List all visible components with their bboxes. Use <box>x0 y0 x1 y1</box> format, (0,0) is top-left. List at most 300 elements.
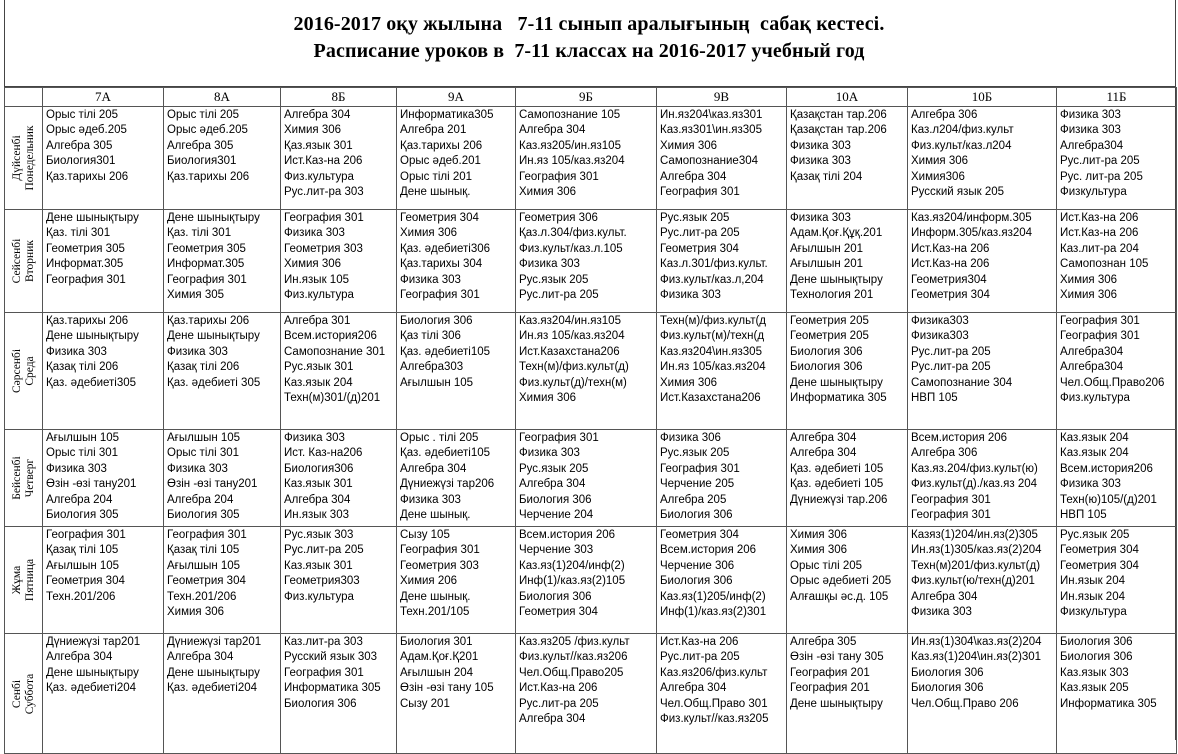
schedule-cell <box>397 430 516 527</box>
lesson-entry: Каз.язык 303 <box>1060 666 1129 679</box>
lesson-entry: Биология 306 <box>400 315 473 327</box>
schedule-cell <box>908 527 1057 634</box>
lesson-entry: Ист.Казахстана206 <box>660 391 761 404</box>
day-label-cell <box>5 527 43 634</box>
day-name-kazakh: Сейсенбі <box>10 238 23 284</box>
lesson-entry: Каз.язык 301 <box>284 559 353 572</box>
day-name-kazakh: Дүйсенбі <box>10 135 23 181</box>
lesson-entry: Өзін -өзі тану 305 <box>790 651 884 664</box>
lesson-entry: Химия 306 <box>400 227 458 240</box>
lesson-entry: Инф(1)/каз.яз(2)301 <box>660 605 767 618</box>
schedule-cell <box>281 210 397 313</box>
lesson-entry: Геометрия 305 <box>167 242 246 255</box>
lesson-entry: Қаз. әдебиеті306 <box>400 242 491 255</box>
schedule-cell <box>397 107 516 210</box>
lesson-entry: Чел.Общ.Право206 <box>1060 376 1165 389</box>
lesson-entry: Геометрия 304 <box>1060 559 1139 572</box>
lesson-entry: Дене шынық. <box>400 185 471 198</box>
schedule-cell <box>516 210 657 313</box>
day-name-kazakh: Жұма <box>10 565 23 595</box>
lesson-entry: Каз.л204/физ.культ <box>911 124 1014 137</box>
lesson-entry: Геометрия 304 <box>1060 544 1139 557</box>
schedule-cell <box>164 527 281 634</box>
lesson-entry: География 301 <box>519 432 599 444</box>
lesson-entry: Ин.яз 105/каз.яз204 <box>519 155 625 168</box>
lesson-entry: Химия 306 <box>660 376 718 389</box>
day-name-kazakh: Сенбі <box>10 679 23 708</box>
schedule-cell <box>281 313 397 430</box>
lesson-entry: Қаз.язык 301 <box>284 139 353 152</box>
lesson-entry: Физика 303 <box>284 227 345 240</box>
lesson-entry: География 301 <box>660 185 740 198</box>
lesson-entry: Қазақстан тар.206 <box>790 124 887 137</box>
lesson-entry: Дене шынықтыру <box>167 330 260 343</box>
lesson-entry: Рус.язык 205 <box>1060 529 1130 541</box>
lesson-entry: Қаз. әдебиеті305 <box>46 376 137 389</box>
lesson-entry: Қаз.тарихы 206 <box>167 315 250 327</box>
lesson-entry: Геометрия 304 <box>519 605 598 618</box>
lesson-entry: Адам.Қоғ.Құқ.201 <box>790 227 883 240</box>
day-row <box>5 210 1177 313</box>
lesson-entry: Алгебра 306 <box>911 109 978 121</box>
lesson-entry: Алгебра 306 <box>911 447 978 460</box>
lesson-entry: Химия 306 <box>167 605 225 618</box>
lesson-entry: Физика 303 <box>400 273 461 286</box>
lesson-entry: Қаз. әдебиеті 105 <box>790 478 884 491</box>
lesson-entry: Геометрия 205 <box>790 330 869 343</box>
lesson-entry: Техн.201/105 <box>400 605 470 618</box>
lesson-entry: Қазақ тілі 105 <box>167 544 240 557</box>
lesson-entry: Орыс . тілі 205 <box>400 432 479 444</box>
schedule-cell <box>43 430 164 527</box>
lesson-entry: Алгебра 305 <box>167 139 234 152</box>
lesson-entry: Орыс тілі 205 <box>790 559 863 572</box>
lesson-entry: Геометрия 304 <box>167 575 246 588</box>
lesson-entry: Ағылшын 105 <box>46 432 120 444</box>
schedule-cell <box>1057 527 1177 634</box>
lesson-entry: Информатика 305 <box>284 682 381 695</box>
schedule-cell <box>43 527 164 634</box>
lesson-entry: Сызу 105 <box>400 529 450 541</box>
lesson-entry: Физика 303 <box>519 447 580 460</box>
lesson-entry: Орыс тілі 301 <box>167 447 240 460</box>
day-label <box>11 456 37 499</box>
lesson-entry: География 301 <box>46 273 126 286</box>
lesson-entry: Орыс тілі 205 <box>167 109 240 121</box>
lesson-entry: Рус.язык 303 <box>284 529 354 541</box>
lesson-entry: География 301 <box>911 493 991 506</box>
schedule-cell <box>516 313 657 430</box>
day-label-cell <box>5 210 43 313</box>
lesson-entry: Чел.Общ.Право 206 <box>911 697 1019 710</box>
lesson-entry: Физика 303 <box>790 155 851 168</box>
lesson-entry: Химия 306 <box>519 185 577 198</box>
schedule-cell <box>657 634 787 754</box>
lesson-entry: Рус.лит-ра 205 <box>1060 155 1140 168</box>
schedule-cell <box>657 430 787 527</box>
lesson-entry: Химия 306 <box>1060 288 1118 301</box>
lesson-entry: Физ.культ//каз.яз206 <box>519 651 628 664</box>
lesson-entry: Алгебра304 <box>1060 361 1124 374</box>
day-label-cell <box>5 313 43 430</box>
lesson-entry: Биология 306 <box>911 666 984 679</box>
lesson-entry: Биология 305 <box>167 508 240 521</box>
lesson-entry: Ағылшын 105 <box>167 559 241 572</box>
title-kazakh: 2016-2017 оқу жылына 7-11 сынып аралығының сабақ кестесі. <box>293 13 885 35</box>
day-row <box>5 527 1177 634</box>
lesson-entry: Рус.лит-ра 303 <box>284 185 364 198</box>
day-name-kazakh: Сәрсенбі <box>10 348 23 394</box>
lesson-entry: Инф(1)/каз.яз(2)105 <box>519 575 626 588</box>
schedule-cell <box>43 634 164 754</box>
lesson-entry: Рус.язык 205 <box>519 273 589 286</box>
day-name-kazakh: Бейсенбі <box>10 456 23 500</box>
lesson-entry: Сызу 201 <box>400 697 450 710</box>
lesson-entry: Каз.яз301\ин.яз305 <box>660 124 762 137</box>
lesson-entry: Орыс тілі 205 <box>46 109 119 121</box>
lesson-entry: Ағылшын 201 <box>790 242 864 255</box>
class-header: 11Б <box>1057 88 1177 107</box>
lesson-entry: Информатика 305 <box>1060 697 1157 710</box>
lesson-entry: Ин.язык 105 <box>284 273 349 286</box>
schedule-table <box>4 87 1177 754</box>
lesson-entry: Физика 303 <box>911 605 972 618</box>
lesson-entry: Ағылшын 105 <box>167 432 241 444</box>
lesson-entry: Черчение 205 <box>660 478 735 491</box>
lesson-entry: Геометрия 304 <box>911 288 990 301</box>
lesson-entry: Алгебра303 <box>400 361 464 374</box>
day-label <box>11 673 37 714</box>
lesson-entry: География 301 <box>167 529 247 541</box>
lesson-entry: Физ.культ(д)./каз.яз 204 <box>911 478 1038 491</box>
lesson-entry: Ағылшын 201 <box>790 258 864 271</box>
lesson-entry: Рус. лит-ра 205 <box>1060 170 1143 183</box>
lesson-entry: Алгебра 301 <box>284 315 351 327</box>
lesson-entry: Орыс әдеб.201 <box>400 155 481 168</box>
class-header: 9Б <box>516 88 657 107</box>
schedule-cell <box>43 210 164 313</box>
day-name-russian: Пятница <box>23 558 36 602</box>
lesson-entry: Техн(м)/физ.культ(д <box>660 315 767 327</box>
lesson-entry: Ист.Казахстана206 <box>519 345 620 358</box>
lesson-entry: Ағылшын 204 <box>400 666 474 679</box>
lesson-entry: Физика 303 <box>1060 109 1121 121</box>
lesson-entry: Рус.лит-ра 205 <box>519 288 599 301</box>
schedule-cell <box>908 107 1057 210</box>
day-label <box>11 239 37 284</box>
schedule-cell <box>164 313 281 430</box>
schedule-cell <box>397 313 516 430</box>
lesson-entry: Геометрия 305 <box>46 242 125 255</box>
lesson-entry: Өзін -өзі тану201 <box>167 478 258 491</box>
lesson-entry: Рус.лит-ра 205 <box>660 227 740 240</box>
day-name-russian: Вторник <box>23 240 36 282</box>
lesson-entry: Қаз. тілі 301 <box>167 227 232 240</box>
lesson-entry: Қаз.тарихы 206 <box>46 315 129 327</box>
lesson-entry: Ист. Каз-на206 <box>284 447 363 460</box>
lesson-entry: Биология 306 <box>790 361 863 374</box>
class-header: 8А <box>164 88 281 107</box>
lesson-entry: Физ.культура <box>284 170 354 183</box>
lesson-entry: Каз.язык 204 <box>1060 432 1129 444</box>
lesson-entry: Каз.яз(1)205/инф(2) <box>660 590 766 603</box>
lesson-entry: Самопознание304 <box>660 155 759 168</box>
lesson-entry: Орыс тілі 301 <box>46 447 119 460</box>
title-russian: Расписание уроков в 7-11 классах на 2016-2017 учебный год <box>313 40 865 62</box>
lesson-entry: Геометрия 306 <box>519 212 598 224</box>
lesson-entry: География 301 <box>519 170 599 183</box>
lesson-entry: Геометрия304 <box>911 273 987 286</box>
lesson-entry: Ин.яз(1)305/каз.яз(2)204 <box>911 544 1042 557</box>
lesson-entry: Каз.яз205 /физ.культ <box>519 636 630 648</box>
lesson-entry: Каз.язык 204 <box>1060 447 1129 460</box>
lesson-entry: Физ.культ(ю/техн(д)201 <box>911 575 1035 588</box>
lesson-entry: Информ.305/каз.яз204 <box>911 227 1033 240</box>
lesson-entry: Геометрия 303 <box>284 242 363 255</box>
lesson-entry: Алгебра 304 <box>400 462 467 475</box>
day-name-russian: Среда <box>23 356 36 386</box>
lesson-entry: Казяз(1)204/ин.яз(2)305 <box>911 529 1038 541</box>
lesson-entry: Информатика 305 <box>790 391 887 404</box>
lesson-entry: Физика 303 <box>46 462 107 475</box>
lesson-entry: Техн.201/206 <box>46 590 116 603</box>
day-label-cell <box>5 107 43 210</box>
lesson-entry: Дүниежүзі тар206 <box>400 478 495 491</box>
day-row <box>5 313 1177 430</box>
lesson-entry: Алгебра 304 <box>660 170 727 183</box>
lesson-entry: Каз.язык 205 <box>1060 682 1129 695</box>
lesson-entry: Физика 303 <box>284 432 345 444</box>
schedule-cell <box>164 634 281 754</box>
lesson-entry: Қаз.тарихы 206 <box>167 170 250 183</box>
lesson-entry: Қазақ тілі 206 <box>46 361 119 374</box>
lesson-entry: Дене шынық. <box>400 590 471 603</box>
lesson-entry: География 301 <box>660 462 740 475</box>
schedule-cell <box>787 634 908 754</box>
lesson-entry: Физкультура <box>1060 605 1127 618</box>
lesson-entry: Ист.Каз-на 206 <box>1060 227 1139 240</box>
lesson-entry: Химия 306 <box>1060 273 1118 286</box>
lesson-entry: Каз.яз205/ин.яз105 <box>519 139 621 152</box>
lesson-entry: Физ.культ/каз.л.105 <box>519 242 623 255</box>
lesson-entry: Физкультура <box>1060 185 1127 198</box>
lesson-entry: Дене шынықтыру <box>167 212 260 224</box>
lesson-entry: Физика 303 <box>167 462 228 475</box>
lesson-entry: Алгебра 204 <box>46 493 113 506</box>
lesson-entry: Геометрия303 <box>284 575 360 588</box>
lesson-entry: География 301 <box>284 212 364 224</box>
lesson-entry: Ист.Каз-на 206 <box>519 682 598 695</box>
schedule-cell <box>787 210 908 313</box>
lesson-entry: Физика 303 <box>1060 478 1121 491</box>
lesson-entry: Химия 306 <box>519 391 577 404</box>
schedule-cell <box>516 527 657 634</box>
lesson-entry: Биология301 <box>46 155 116 168</box>
lesson-entry: Ағылшын 105 <box>46 559 120 572</box>
lesson-entry: Биология306 <box>284 462 354 475</box>
schedule-cell <box>1057 634 1177 754</box>
lesson-entry: Биология 306 <box>1060 636 1133 648</box>
day-name-russian: Четверг <box>23 458 36 498</box>
lesson-entry: Самопознан 105 <box>1060 258 1149 271</box>
lesson-entry: Алгебра 304 <box>790 432 857 444</box>
lesson-entry: Қаз. әдебиеті 305 <box>167 376 261 389</box>
lesson-entry: География 201 <box>790 682 870 695</box>
schedule-cell <box>908 430 1057 527</box>
lesson-entry: Орыс әдеб.205 <box>46 124 127 137</box>
lesson-entry: Қаз.тарихы 206 <box>46 170 129 183</box>
day-row <box>5 430 1177 527</box>
day-name-russian: Понедельник <box>23 125 36 191</box>
lesson-entry: Черчение 303 <box>519 544 594 557</box>
lesson-entry: Алгебра 304 <box>660 682 727 695</box>
lesson-entry: Алгебра 304 <box>790 447 857 460</box>
lesson-entry: Алгебра304 <box>1060 345 1124 358</box>
lesson-entry: Биология 306 <box>1060 651 1133 664</box>
lesson-entry: Алгебра 304 <box>46 651 113 664</box>
lesson-entry: Каз.яз(1)204/инф(2) <box>519 559 625 572</box>
lesson-entry: Химия 306 <box>284 124 342 137</box>
lesson-entry: Химия306 <box>911 170 965 183</box>
lesson-entry: Каз.лит-ра 303 <box>284 636 363 648</box>
lesson-entry: Всем.история 206 <box>519 529 616 541</box>
lesson-entry: Дене шынықтыру <box>790 273 883 286</box>
lesson-entry: География 301 <box>167 273 247 286</box>
day-label-cell <box>5 634 43 754</box>
lesson-entry: Алгебра304 <box>1060 139 1124 152</box>
lesson-entry: Физ.культ(д)/техн(м) <box>519 376 627 389</box>
lesson-entry: Рус.язык 205 <box>660 447 730 460</box>
schedule-cell <box>43 313 164 430</box>
schedule-cell <box>397 210 516 313</box>
class-header: 10Б <box>908 88 1057 107</box>
lesson-entry: Каз.яз204\ин.яз305 <box>660 345 762 358</box>
schedule-cell <box>1057 210 1177 313</box>
lesson-entry: Рус.лит-ра 205 <box>911 345 991 358</box>
schedule-cell <box>657 313 787 430</box>
lesson-entry: Каз.лит-ра 204 <box>1060 242 1139 255</box>
schedule-cell <box>397 527 516 634</box>
lesson-entry: Дене шынықтыру <box>790 697 883 710</box>
lesson-entry: Физ.культура <box>284 288 354 301</box>
lesson-entry: Дүниежүзі тар201 <box>167 636 262 648</box>
day-row <box>5 107 1177 210</box>
lesson-entry: Адам.Қоғ.Қ201 <box>400 651 479 664</box>
lesson-entry: Черчение 306 <box>660 559 735 572</box>
schedule-cell <box>164 430 281 527</box>
lesson-entry: Физика 303 <box>790 139 851 152</box>
lesson-entry: Техн(м)201/физ.культ(д) <box>911 559 1041 572</box>
lesson-entry: Физ.культ/каз.л204 <box>911 139 1012 152</box>
lesson-entry: Қазақ тілі 206 <box>167 361 240 374</box>
lesson-entry: Дене шынықтыру <box>46 212 139 224</box>
lesson-entry: Русский язык 205 <box>911 185 1005 198</box>
schedule-cell <box>657 107 787 210</box>
lesson-entry: Физика 306 <box>660 432 721 444</box>
day-label-cell <box>5 430 43 527</box>
lesson-entry: Рус.лит-ра 205 <box>284 544 364 557</box>
lesson-entry: Биология 305 <box>46 508 119 521</box>
lesson-entry: Каз.язык 301 <box>284 478 353 491</box>
lesson-entry: Самопознание 304 <box>911 376 1013 389</box>
schedule-cell <box>164 107 281 210</box>
lesson-entry: Қазақ тілі 105 <box>46 544 119 557</box>
lesson-entry: Дүниежүзі тар.206 <box>790 493 888 506</box>
schedule-cell <box>1057 107 1177 210</box>
lesson-entry: Физика 303 <box>519 258 580 271</box>
lesson-entry: Алгебра 305 <box>46 139 113 152</box>
schedule-cell <box>281 430 397 527</box>
class-header: 9А <box>397 88 516 107</box>
lesson-entry: Физ.культ//каз.яз205 <box>660 712 769 725</box>
lesson-entry: Каз.л.301/физ.культ. <box>660 258 768 271</box>
lesson-entry: Биология 301 <box>400 636 473 648</box>
lesson-entry: Дене шынық. <box>400 508 471 521</box>
lesson-entry: Алгебра 204 <box>167 493 234 506</box>
day-name-russian: Суббота <box>23 673 36 714</box>
lesson-entry: Қаз. әдебиеті105 <box>400 345 491 358</box>
lesson-entry: Қаз.тарихы 304 <box>400 258 483 271</box>
schedule-cell <box>43 107 164 210</box>
lesson-entry: Қаз.л.304/физ.культ. <box>519 227 627 240</box>
lesson-entry: Биология 306 <box>519 493 592 506</box>
lesson-entry: Рус.язык 301 <box>284 361 354 374</box>
lesson-entry: Дене шынықтыру <box>46 330 139 343</box>
lesson-entry: Ист.Каз-на 206 <box>660 636 739 648</box>
lesson-entry: Ин.язык 303 <box>284 508 349 521</box>
class-header: 9В <box>657 88 787 107</box>
lesson-entry: Қаз. әдебиеті204 <box>167 682 258 695</box>
lesson-entry: Химия 305 <box>167 288 225 301</box>
schedule-cell <box>281 107 397 210</box>
lesson-entry: Өзін -өзі тану 105 <box>400 682 494 695</box>
lesson-entry: Алгебра 304 <box>284 493 351 506</box>
lesson-entry: Қаз. тілі 301 <box>46 227 111 240</box>
lesson-entry: Алғашқы әс.д. 105 <box>790 590 889 603</box>
lesson-entry: Ин.яз204\каз.яз301 <box>660 109 763 121</box>
schedule-cell <box>516 107 657 210</box>
lesson-entry: Орыс тілі 201 <box>400 170 473 183</box>
lesson-entry: Алгебра 205 <box>660 493 727 506</box>
lesson-entry: Химия 306 <box>790 529 848 541</box>
lesson-entry: Физика 303 <box>46 345 107 358</box>
lesson-entry: Каз.яз206/физ.культ <box>660 666 768 679</box>
lesson-entry: Информат.305 <box>167 258 245 271</box>
lesson-entry: Чел.Общ.Право 301 <box>660 697 768 710</box>
lesson-entry: Ин.яз 105/каз.яз204 <box>660 361 766 374</box>
lesson-entry: Всем.история 206 <box>660 544 757 557</box>
lesson-entry: Физика 303 <box>660 288 721 301</box>
lesson-entry: Физ.культура <box>1060 391 1130 404</box>
lesson-entry: Чел.Общ.Право205 <box>519 666 624 679</box>
lesson-entry: Физ.культ(м)/техн(д <box>660 330 765 343</box>
schedule-cell <box>908 634 1057 754</box>
lesson-entry: Геометрия 304 <box>660 529 739 541</box>
lesson-entry: Қаз тілі 306 <box>400 330 461 343</box>
lesson-entry: Қазақ тілі 204 <box>790 170 863 183</box>
lesson-entry: Всем.история206 <box>284 330 377 343</box>
lesson-entry: Ист.Каз-на 206 <box>1060 212 1139 224</box>
schedule-cell <box>281 527 397 634</box>
lesson-entry: Физ.культ/каз.л,204 <box>660 273 764 286</box>
schedule-cell <box>281 634 397 754</box>
lesson-entry: Рус.язык 205 <box>519 462 589 475</box>
lesson-entry: Ин.яз(1)304\каз.яз(2)204 <box>911 636 1042 648</box>
lesson-entry: Техн(м)/физ.культ(д) <box>519 361 629 374</box>
lesson-entry: Ист.Каз-на 206 <box>911 258 990 271</box>
day-row <box>5 634 1177 754</box>
lesson-entry: Алгебра 305 <box>790 636 857 648</box>
